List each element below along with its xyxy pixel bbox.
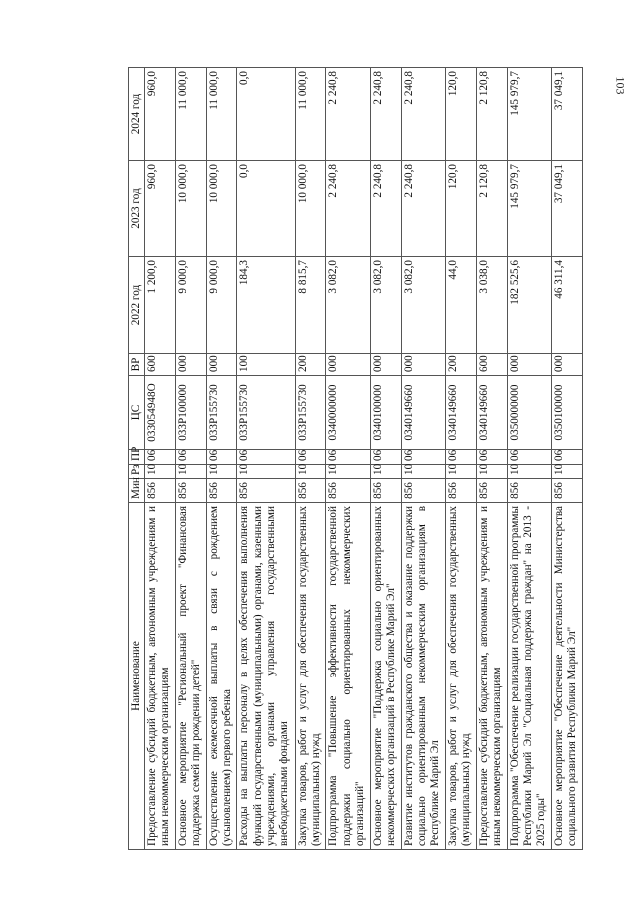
row-cs: 033054948О xyxy=(145,376,176,450)
row-vr: 600 xyxy=(145,354,176,376)
row-rz: 10 xyxy=(175,465,206,479)
row-rz: 10 xyxy=(401,465,446,479)
row-2024: 11 000,0 xyxy=(175,68,206,161)
row-pr: 06 xyxy=(237,450,295,465)
row-pr: 06 xyxy=(175,450,206,465)
row-vr: 200 xyxy=(446,354,477,376)
row-vr: 000 xyxy=(401,354,446,376)
row-vr: 000 xyxy=(507,354,552,376)
row-name: Осуществление ежемесячной выплаты в связи с рождением (усыновлением) первого ребенка xyxy=(206,503,237,850)
table-row xyxy=(401,68,446,850)
row-cs: 0340100000 xyxy=(370,376,401,450)
row-2022: 3 038,0 xyxy=(476,257,507,354)
row-min: 856 xyxy=(295,479,326,503)
row-2023: 2 240,8 xyxy=(401,161,446,257)
row-pr: 06 xyxy=(326,450,371,465)
row-name: Основное мероприятие "Поддержка социально ориентированных некоммерческих организаций в Республике Марий Эл" xyxy=(370,503,401,850)
row-2023: 10 000,0 xyxy=(206,161,237,257)
row-pr: 06 xyxy=(295,450,326,465)
row-cs: 033Р155730 xyxy=(237,376,295,450)
page-number: 103 xyxy=(613,76,628,95)
row-2023: 37 049,1 xyxy=(552,161,583,257)
header-2024: 2024 год xyxy=(129,68,145,161)
row-cs: 033Р155730 xyxy=(206,376,237,450)
row-rz: 10 xyxy=(507,465,552,479)
row-rz: 10 xyxy=(370,465,401,479)
header-pr: ПР xyxy=(129,450,145,465)
row-cs: 0350100000 xyxy=(552,376,583,450)
row-vr: 600 xyxy=(476,354,507,376)
row-name: Закупка товаров, работ и услуг для обеспечения государственных (муниципальных) нужд xyxy=(295,503,326,850)
row-2023: 960,0 xyxy=(145,161,176,257)
row-pr: 06 xyxy=(476,450,507,465)
table-row xyxy=(507,68,552,850)
row-2023: 145 979,7 xyxy=(507,161,552,257)
row-rz: 10 xyxy=(206,465,237,479)
row-cs: 0340149660 xyxy=(401,376,446,450)
row-vr: 000 xyxy=(326,354,371,376)
row-2024: 0,0 xyxy=(237,68,295,161)
row-2024: 11 000,0 xyxy=(206,68,237,161)
table-row xyxy=(476,68,507,850)
row-name: Основное мероприятие "Региональный проект "Финансовая поддержка семей при рождении детей" xyxy=(175,503,206,850)
table-header-row xyxy=(129,68,145,850)
row-name: Основное мероприятие "Обеспечение деятельности Министерства социального развития Республики Марий Эл" xyxy=(552,503,583,850)
row-2022: 8 815,7 xyxy=(295,257,326,354)
table-row xyxy=(206,68,237,850)
row-min: 856 xyxy=(145,479,176,503)
row-2022: 1 200,0 xyxy=(145,257,176,354)
row-2022: 44,0 xyxy=(446,257,477,354)
row-2022: 9 000,0 xyxy=(206,257,237,354)
row-cs: 0350000000 xyxy=(507,376,552,450)
row-2023: 2 120,8 xyxy=(476,161,507,257)
row-rz: 10 xyxy=(145,465,176,479)
row-2022: 9 000,0 xyxy=(175,257,206,354)
table-row xyxy=(145,68,176,850)
row-name: Закупка товаров, работ и услуг для обеспечения государственных (муниципальных) нужд xyxy=(446,503,477,850)
table-row xyxy=(237,68,295,850)
header-min: Мин xyxy=(129,479,145,503)
row-2023: 10 000,0 xyxy=(175,161,206,257)
table-row xyxy=(175,68,206,850)
header-rz: Рз xyxy=(129,465,145,479)
row-vr: 000 xyxy=(206,354,237,376)
table-row xyxy=(326,68,371,850)
row-2023: 10 000,0 xyxy=(295,161,326,257)
row-pr: 06 xyxy=(206,450,237,465)
row-min: 856 xyxy=(507,479,552,503)
table-row xyxy=(370,68,401,850)
table-row xyxy=(446,68,477,850)
row-pr: 06 xyxy=(401,450,446,465)
row-rz: 10 xyxy=(295,465,326,479)
header-name: Наименование xyxy=(129,503,145,850)
budget-table-container xyxy=(128,68,583,850)
row-rz: 10 xyxy=(476,465,507,479)
row-2022: 3 082,0 xyxy=(326,257,371,354)
row-pr: 06 xyxy=(370,450,401,465)
header-vr: ВР xyxy=(129,354,145,376)
row-vr: 200 xyxy=(295,354,326,376)
table-row xyxy=(295,68,326,850)
row-pr: 06 xyxy=(507,450,552,465)
row-2024: 2 120,8 xyxy=(476,68,507,161)
row-name: Подпрограмма "Обеспечение реализации государственной программы Республики Марий Эл "Социальная поддержка граждан" на 2013 - 2025 годы" xyxy=(507,503,552,850)
row-rz: 10 xyxy=(237,465,295,479)
row-pr: 06 xyxy=(552,450,583,465)
budget-table xyxy=(128,67,583,850)
row-vr: 000 xyxy=(370,354,401,376)
row-rz: 10 xyxy=(552,465,583,479)
row-vr: 100 xyxy=(237,354,295,376)
row-2023: 120,0 xyxy=(446,161,477,257)
row-cs: 0340149660 xyxy=(476,376,507,450)
row-2023: 0,0 xyxy=(237,161,295,257)
row-name: Расходы на выплаты персоналу в целях обеспечения выполнения функций государственными (муниципальными) органами, казенными учреждениями, органами управления государственными внебюджетными фондами xyxy=(237,503,295,850)
row-cs: 0340149660 xyxy=(446,376,477,450)
row-min: 856 xyxy=(175,479,206,503)
row-name: Развитие институтов гражданского общества и оказание поддержки социально ориентированным некоммерческим организациям в Республике Марий Эл xyxy=(401,503,446,850)
row-2024: 120,0 xyxy=(446,68,477,161)
row-min: 856 xyxy=(237,479,295,503)
row-cs: 033Р100000 xyxy=(175,376,206,450)
header-2022: 2022 год xyxy=(129,257,145,354)
row-2022: 46 311,4 xyxy=(552,257,583,354)
row-pr: 06 xyxy=(145,450,176,465)
row-min: 856 xyxy=(476,479,507,503)
row-min: 856 xyxy=(446,479,477,503)
row-min: 856 xyxy=(206,479,237,503)
row-rz: 10 xyxy=(326,465,371,479)
row-min: 856 xyxy=(370,479,401,503)
row-min: 856 xyxy=(326,479,371,503)
row-rz: 10 xyxy=(446,465,477,479)
row-2022: 3 082,0 xyxy=(401,257,446,354)
row-min: 856 xyxy=(552,479,583,503)
header-2023: 2023 год xyxy=(129,161,145,257)
row-min: 856 xyxy=(401,479,446,503)
row-2022: 3 082,0 xyxy=(370,257,401,354)
row-cs: 0340000000 xyxy=(326,376,371,450)
row-name: Подпрограмма "Повышение эффективности государственной поддержки социально ориентированных некоммерческих организаций" xyxy=(326,503,371,850)
row-name: Предоставление субсидий бюджетным, автономным учреждениям и иным некоммерческим организациям xyxy=(145,503,176,850)
row-2022: 184,3 xyxy=(237,257,295,354)
row-2023: 2 240,8 xyxy=(370,161,401,257)
row-2024: 145 979,7 xyxy=(507,68,552,161)
row-2024: 37 049,1 xyxy=(552,68,583,161)
row-2024: 960,0 xyxy=(145,68,176,161)
row-vr: 000 xyxy=(175,354,206,376)
row-2024: 2 240,8 xyxy=(401,68,446,161)
row-2023: 2 240,8 xyxy=(326,161,371,257)
row-2024: 2 240,8 xyxy=(326,68,371,161)
row-name: Предоставление субсидий бюджетным, автономным учреждениям и иным некоммерческим организациям xyxy=(476,503,507,850)
row-pr: 06 xyxy=(446,450,477,465)
header-cs: ЦС xyxy=(129,376,145,450)
table-row xyxy=(552,68,583,850)
row-2024: 2 240,8 xyxy=(370,68,401,161)
row-2024: 11 000,0 xyxy=(295,68,326,161)
row-2022: 182 525,6 xyxy=(507,257,552,354)
row-cs: 033Р155730 xyxy=(295,376,326,450)
row-vr: 000 xyxy=(552,354,583,376)
